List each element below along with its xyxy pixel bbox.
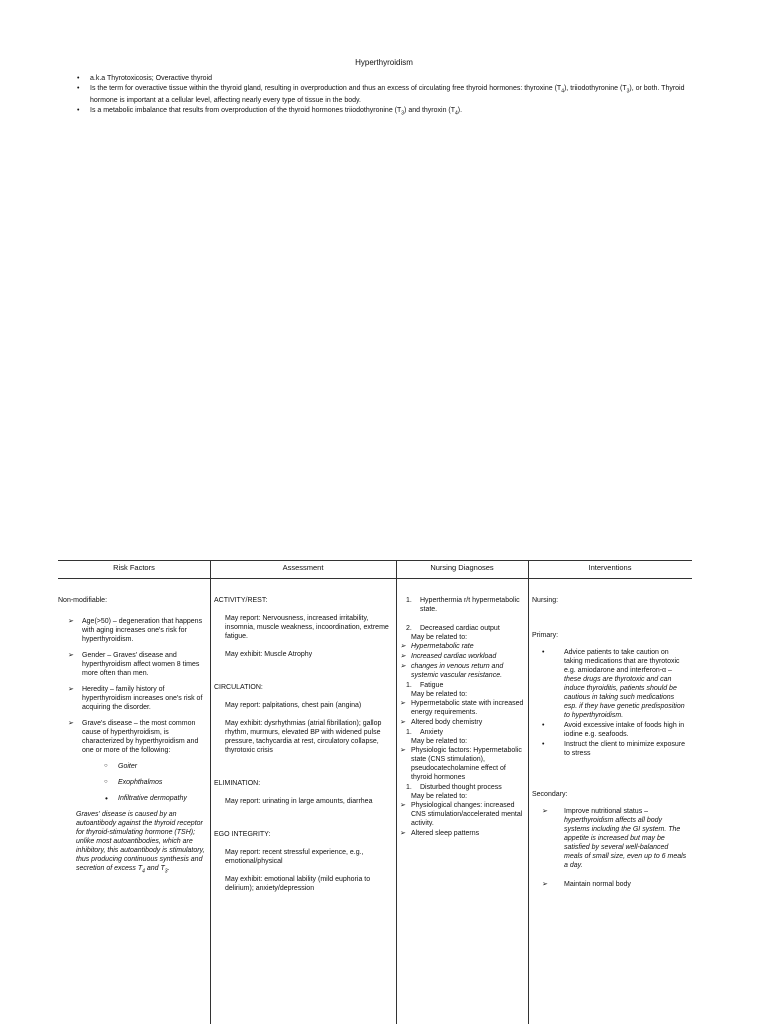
intro-item: • Is the term for overactive tissue within the thyroid gland, resulting in overproduction and thus an excess of circulating free thyroid hormones: thyroxine $(T_4)$, triiodothyronine $(T_3)$, or both. Thyroid hormone is important at a cellular level, affecting nearly every type of tissue in the body. — [74, 84, 714, 106]
assessment-line: May report: Nervousness, increased irritability, insomnia, muscle weakness, incoordination, extreme fatigue. — [225, 615, 389, 640]
diagnosis-factor: ➢ Hypermetabolic rate — [400, 642, 524, 651]
header-interventions: Interventions — [588, 563, 632, 572]
diagnoses-column — [400, 596, 524, 839]
diagnosis-number: 1. — [406, 729, 412, 736]
intervention-item: ➢ Improve nutritional status – hyperthyroidism affects all body systems including the GI system. The appetite is increased but may be satisfied by several well-balanced meals of small size, even up to 6 meals a day. — [532, 807, 688, 870]
risk-heading: Non-modifiable: — [58, 597, 108, 604]
assessment-section — [214, 830, 392, 893]
related-label: May be related to: — [411, 691, 468, 698]
diagnosis-factor: ➢ Increased cardiac workload — [400, 652, 524, 661]
risk-item: ➢ Age(>50) – degeneration that happens with aging increases one's risk for hyperthyroidism. — [58, 617, 206, 644]
assessment-section — [214, 683, 392, 755]
column-divider — [528, 560, 529, 1024]
assessment-column — [214, 596, 392, 902]
assessment-section — [214, 779, 392, 806]
diagnosis-factor: ➢ Altered body chemistry — [400, 718, 524, 727]
diagnosis-text: Hyperthermia r/t hypermetabolic state. — [420, 597, 520, 613]
diagnosis-factor: ➢ Physiological changes: increased CNS stimulation/accelerated mental activity. — [400, 801, 524, 828]
intervention-item: • Instruct the client to minimize exposure to stress — [532, 740, 688, 758]
assessment-section — [214, 596, 392, 659]
diagnosis-factor: ➢ changes in venous return and systemic vascular resistance. — [400, 662, 524, 680]
interventions-column — [532, 596, 688, 896]
header-risk-factors: Risk Factors — [113, 563, 155, 572]
risk-item: ➢ Gender – Graves' disease and hyperthyroidism affect women 8 times more often than men. — [58, 651, 206, 678]
header-bottom-border — [58, 578, 692, 579]
diagnosis-number: 1. — [406, 682, 412, 689]
assessment-line: May report: palpitations, chest pain (angina) — [225, 702, 362, 709]
assessment-heading: ELIMINATION: — [214, 780, 261, 787]
intervention-item: • Avoid excessive intake of foods high in iodine e.g. seafoods. — [532, 721, 688, 739]
assessment-line: May report: recent stressful experience, e.g., emotional/physical — [225, 849, 364, 865]
risk-factors-column — [58, 596, 206, 876]
primary-label: Primary: — [532, 632, 559, 639]
assessment-line: May exhibit: emotional lability (mild euphoria to delirium); anxiety/depression — [225, 876, 371, 892]
diagnosis-factor: ➢ Hypermetabolic state with increased energy requirements. — [400, 699, 524, 717]
page-title: Hyperthyroidism — [355, 58, 413, 67]
diagnosis-factor: ➢ Physiologic factors: Hypermetabolic state (CNS stimulation), pseudocatecholamine effect of thyroid hormones — [400, 746, 524, 782]
risk-item: ➢ Heredity – family history of hyperthyroidism increases one's risk of acquiring the disorder. — [58, 685, 206, 712]
assessment-heading: EGO INTEGRITY: — [214, 831, 271, 838]
secondary-label: Secondary: — [532, 791, 568, 798]
intro-item: • Is a metabolic imbalance that results from overproduction of the thyroid hormones triiodothyronine $(T_3)$ and thyroxin $(T_4)$. — [74, 106, 714, 118]
header-assessment: Assessment — [282, 563, 324, 572]
intervention-item: ➢ Maintain normal body — [532, 880, 688, 889]
diagnosis-text: Anxiety — [420, 729, 443, 736]
diagnosis-text: Disturbed thought process — [420, 784, 502, 791]
risk-sub-item: • Infiltrative dermopathy — [58, 794, 206, 803]
graves-note: Graves' disease is caused by an autoantibody against the thyroid receptor for thyroid-stimulating hormone (TSH); unlike most autoantibodies, which are inhibitory, this autoantibody is stimulatory, thus producing continuous synthesis and secretion of excess $T_4$ and $T_3$. — [76, 811, 205, 875]
header-nursing-diagnoses: Nursing Diagnoses — [430, 563, 494, 572]
diagnosis-text: Fatigue — [420, 682, 444, 689]
assessment-line: May exhibit: dysrhythmias (atrial fibrillation); gallop rhythm, murmurs, elevated BP with widened pulse pressure, tachycardia at rest, circulatory collapse, thyrotoxic crisis — [225, 720, 382, 754]
diagnosis-item — [400, 728, 524, 737]
assessment-heading: CIRCULATION: — [214, 684, 263, 691]
assessment-line: May report: urinating in large amounts, diarrhea — [225, 798, 373, 805]
diagnosis-factor: ➢ Altered sleep patterns — [400, 829, 524, 838]
risk-sub-item: ○ Goiter — [58, 762, 206, 771]
related-label: May be related to: — [411, 793, 468, 800]
risk-item: ➢ Grave's disease – the most common cause of hyperthyroidism, is characterized by hyperthyroidism and one or more of the following: — [58, 719, 206, 755]
assessment-line: May exhibit: Muscle Atrophy — [225, 651, 313, 658]
nursing-label: Nursing: — [532, 597, 559, 604]
intro-item: • a.k.a Thyrotoxicosis; Overactive thyroid — [74, 74, 714, 84]
diagnosis-item — [400, 681, 524, 690]
related-label: May be related to: — [411, 738, 468, 745]
table-top-border — [58, 560, 692, 561]
column-divider — [396, 560, 397, 1024]
intervention-item: • Advice patients to take caution on taking medications that are thyrotoxic e.g. amiodarone and interferon-α – these drugs are thyrotoxic and can induce thyroiditis, patients should be cautious in taking such medications esp. if they have genetic predisposition to hyperthyroidism. — [532, 648, 688, 720]
diagnosis-number: 1. — [406, 784, 412, 791]
diagnosis-item — [400, 596, 524, 614]
intro-list — [74, 74, 714, 119]
related-label: May be related to: — [411, 634, 468, 641]
diagnosis-number: 1. — [406, 597, 412, 604]
diagnosis-item — [400, 624, 524, 633]
diagnosis-number: 2. — [406, 625, 412, 632]
diagnosis-text: Decreased cardiac output — [420, 625, 500, 632]
risk-sub-item: ○ Exophthalmos — [58, 778, 206, 787]
column-divider — [210, 560, 211, 1024]
nursing-care-table — [58, 560, 692, 1024]
assessment-heading: ACTIVITY/REST: — [214, 597, 268, 604]
diagnosis-item — [400, 783, 524, 792]
